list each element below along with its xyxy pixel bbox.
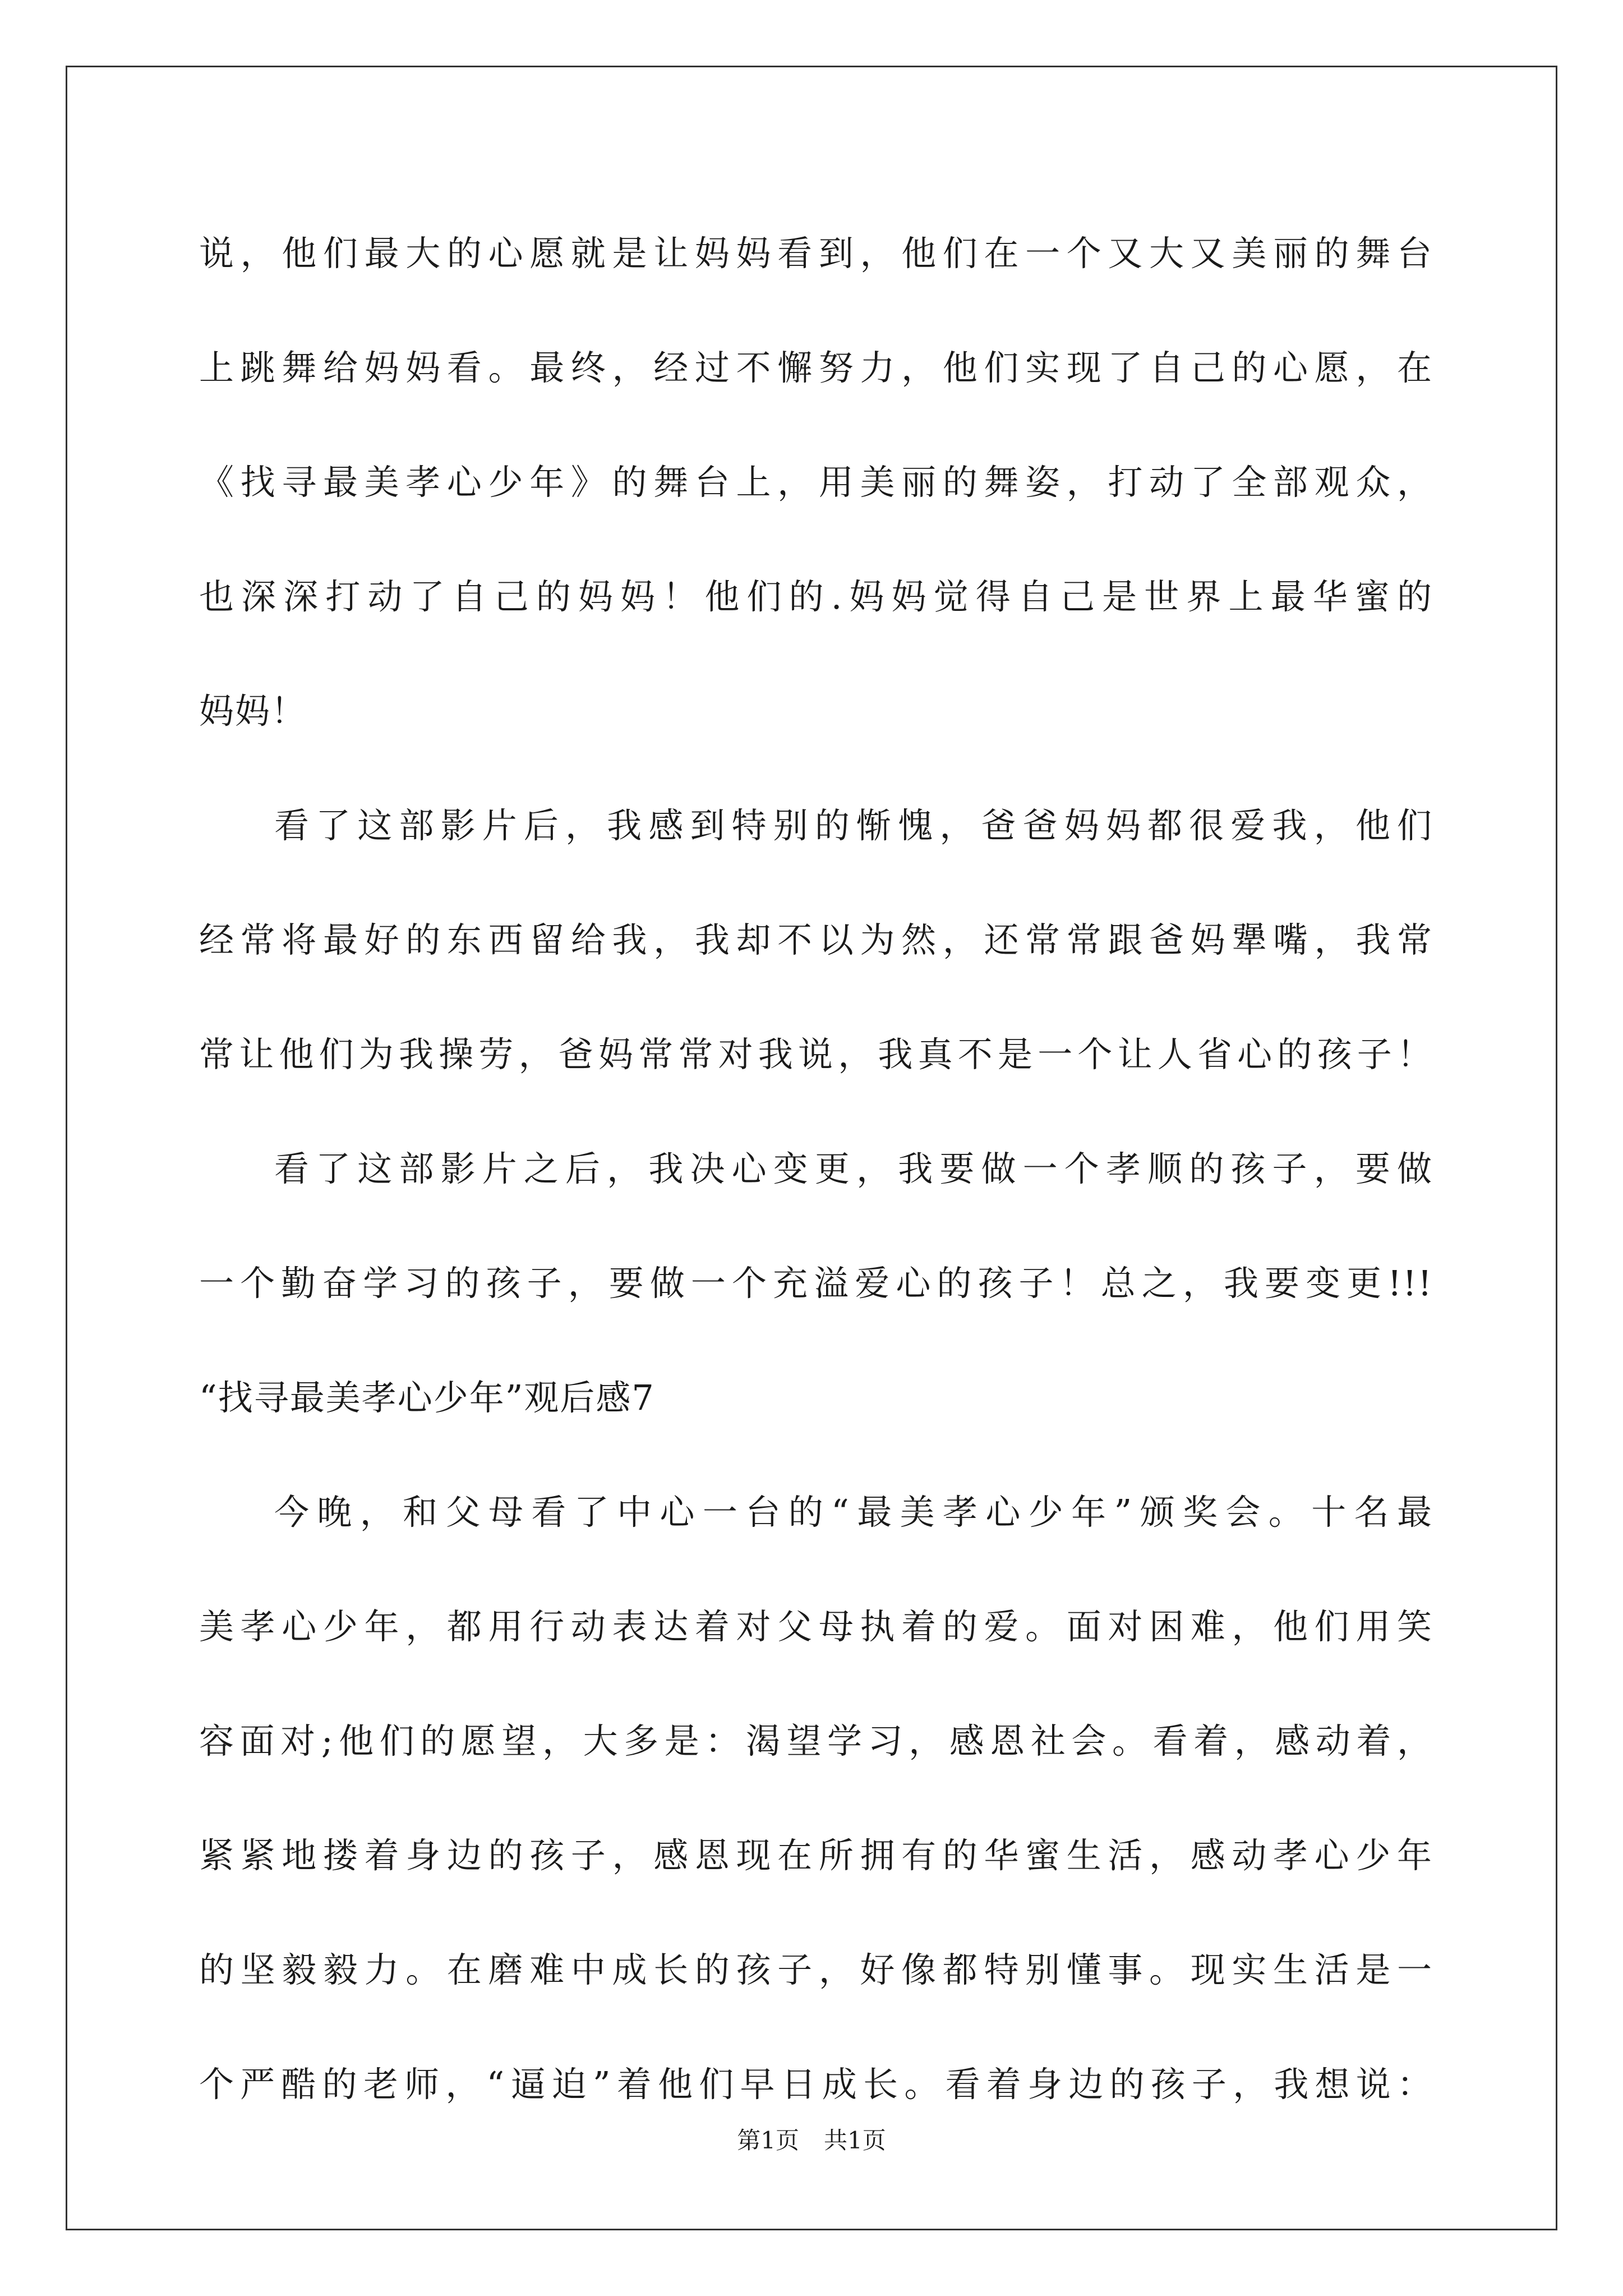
- page-number: 第1页: [737, 2127, 799, 2154]
- text-line: 经常将最好的东西留给我，我却不以为然，还常常跟爸妈犟嘴，我常: [199, 919, 1433, 960]
- text-line: 一个勤奋学习的孩子，要做一个充溢爱心的孩子！总之，我要变更!!!: [199, 1263, 1433, 1304]
- document-body: [199, 196, 1433, 2142]
- text-line: 的坚毅毅力。在磨难中成长的孩子，好像都特别懂事。现实生活是一: [199, 1949, 1433, 1990]
- text-line: 上跳舞给妈妈看。最终，经过不懈努力，他们实现了自己的心愿，在: [199, 347, 1433, 388]
- page-footer: [0, 2124, 1623, 2157]
- text-line: 美孝心少年，都用行动表达着对父母执着的爱。面对困难，他们用笑: [199, 1606, 1433, 1647]
- page-total: 共1页: [824, 2127, 886, 2154]
- paragraph-first-line: 看了这部影片之后，我决心变更，我要做一个孝顺的孩子，要做: [274, 1148, 1433, 1189]
- paragraph-first-line: 今晚，和父母看了中心一台的“最美孝心少年”颁奖会。十名最: [274, 1492, 1433, 1533]
- text-line: 个严酷的老师，“逼迫”着他们早日成长。看着身边的孩子，我想说：: [199, 2064, 1433, 2105]
- text-line: “找寻最美孝心少年”观后感7: [199, 1377, 655, 1418]
- text-line: 常让他们为我操劳，爸妈常常对我说，我真不是一个让人省心的孩子！: [199, 1034, 1433, 1075]
- text-line: 说，他们最大的心愿就是让妈妈看到，他们在一个又大又美丽的舞台: [199, 233, 1433, 274]
- paragraph-first-line: 看了这部影片后，我感到特别的惭愧，爸爸妈妈都很爱我，他们: [274, 805, 1433, 846]
- text-line: 紧紧地搂着身边的孩子，感恩现在所拥有的华蜜生活，感动孝心少年: [199, 1835, 1433, 1876]
- text-line: 妈妈！: [199, 691, 307, 731]
- text-line: 也深深打动了自己的妈妈！他们的.妈妈觉得自己是世界上最华蜜的: [199, 576, 1433, 617]
- text-line: 容面对;他们的愿望，大多是：渴望学习，感恩社会。看着，感动着，: [199, 1720, 1433, 1761]
- text-line: 《找寻最美孝心少年》的舞台上，用美丽的舞姿，打动了全部观众，: [199, 462, 1433, 503]
